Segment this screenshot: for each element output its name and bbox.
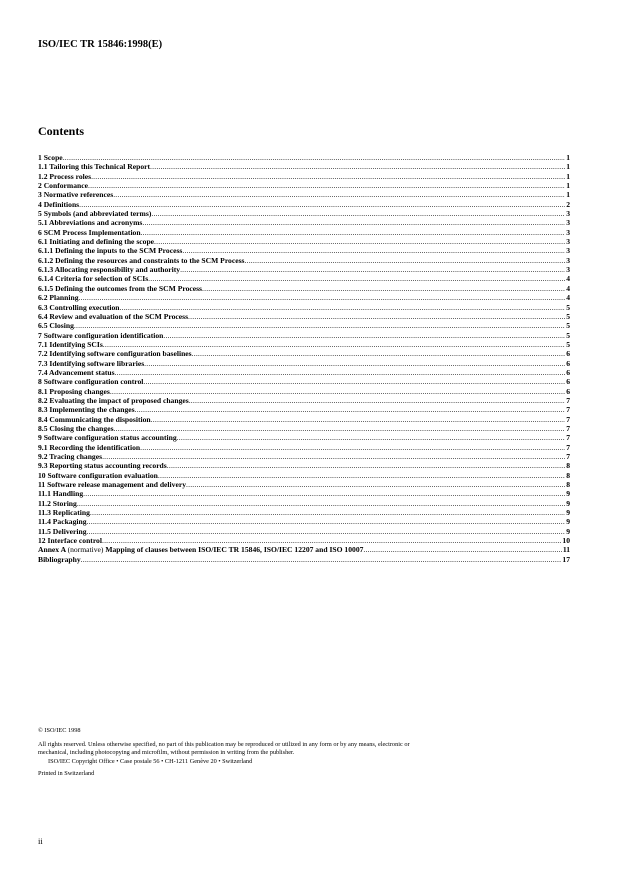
toc-entry[interactable] xyxy=(38,499,570,508)
toc-leader-dots xyxy=(77,499,565,508)
toc-entry[interactable] xyxy=(38,349,570,358)
toc-entry-label xyxy=(38,387,110,396)
toc-entry[interactable] xyxy=(38,517,570,526)
toc-entry-label xyxy=(38,545,363,554)
toc-entry[interactable] xyxy=(38,387,570,396)
toc-leader-dots xyxy=(363,545,561,554)
toc-entry[interactable] xyxy=(38,190,570,199)
rights-statement-line-2: mechanical, including photocopying and microfilm, without permission in writing from the publisher. xyxy=(38,749,295,757)
toc-entry[interactable] xyxy=(38,489,570,498)
toc-page-number: 1 xyxy=(566,162,570,172)
toc-leader-dots xyxy=(189,396,566,405)
rights-statement-line-1: All rights reserved. Unless otherwise specified, no part of this publication may be reproduced or utilized in any form or by any means, electronic or xyxy=(38,741,410,749)
toc-entry[interactable] xyxy=(38,246,570,255)
toc-entry-label xyxy=(38,461,167,470)
toc-entry-label xyxy=(38,368,115,377)
toc-page-number: 8 xyxy=(566,480,570,490)
toc-leader-dots xyxy=(79,293,566,302)
toc-entry-text: 6.5 Closing xyxy=(38,321,74,331)
toc-entry-label xyxy=(38,527,87,536)
toc-page-number: 7 xyxy=(566,442,570,452)
toc-leader-dots xyxy=(202,284,565,293)
toc-entry-text: 1.2 Process roles xyxy=(38,171,92,181)
toc-entry-text: 6.1.1 Defining the inputs to the SCM Process xyxy=(38,246,183,256)
toc-entry[interactable] xyxy=(38,433,570,442)
table-of-contents xyxy=(38,153,570,564)
toc-leader-dots xyxy=(154,237,565,246)
toc-leader-dots xyxy=(115,368,566,377)
toc-leader-dots xyxy=(148,274,565,283)
toc-entry[interactable] xyxy=(38,508,570,517)
toc-leader-dots xyxy=(144,359,565,368)
toc-entry[interactable] xyxy=(38,443,570,452)
toc-page-number: 7 xyxy=(566,414,570,424)
toc-entry[interactable] xyxy=(38,424,570,433)
printed-location: Printed in Switzerland xyxy=(38,769,95,777)
toc-entry-label xyxy=(38,293,79,302)
toc-entry[interactable] xyxy=(38,359,570,368)
toc-page-number: 1 xyxy=(566,190,570,200)
toc-leader-dots xyxy=(120,303,566,312)
toc-page-number: 7 xyxy=(566,395,570,405)
toc-entry[interactable] xyxy=(38,284,570,293)
toc-entry-label xyxy=(38,415,151,424)
toc-entry-label xyxy=(38,499,77,508)
toc-entry-text: 7.3 Identifying software libraries xyxy=(38,358,145,368)
toc-entry-label xyxy=(38,359,144,368)
toc-entry-text: 5.1 Abbreviations and acronyms xyxy=(38,218,143,228)
toc-leader-dots xyxy=(142,218,565,227)
toc-page-number: 3 xyxy=(566,209,570,219)
toc-entry-text: 6.1.5 Defining the outcomes from the SCM Process xyxy=(38,283,203,293)
toc-entry-label xyxy=(38,153,63,162)
page-number: ii xyxy=(38,836,43,846)
toc-page-number: 3 xyxy=(566,265,570,275)
toc-page-number: 5 xyxy=(566,302,570,312)
toc-entry-label xyxy=(38,228,141,237)
toc-page-number: 9 xyxy=(566,498,570,508)
toc-entry-label xyxy=(38,424,114,433)
toc-page-number: 5 xyxy=(566,311,570,321)
toc-entry-label xyxy=(38,209,151,218)
toc-page-number: 9 xyxy=(566,517,570,527)
toc-entry-label xyxy=(38,349,192,358)
toc-entry-label xyxy=(38,274,148,283)
toc-entry-text: 9.3 Reporting status accounting records xyxy=(38,461,167,471)
toc-leader-dots xyxy=(79,200,565,209)
toc-entry-label xyxy=(38,237,154,246)
toc-entry[interactable] xyxy=(38,303,570,312)
toc-entry-bibliography[interactable] xyxy=(38,555,570,564)
toc-entry-text: 11.3 Replicating xyxy=(38,508,90,518)
toc-entry-label xyxy=(38,265,180,274)
toc-leader-dots xyxy=(87,517,566,526)
toc-entry-annex[interactable] xyxy=(38,545,570,554)
toc-page-number: 6 xyxy=(566,358,570,368)
toc-entry[interactable] xyxy=(38,471,570,480)
toc-entry[interactable] xyxy=(38,368,570,377)
toc-entry-label xyxy=(38,218,142,227)
toc-entry[interactable] xyxy=(38,265,570,274)
toc-page-number: 3 xyxy=(566,218,570,228)
toc-leader-dots xyxy=(143,377,565,386)
toc-page-number: 11 xyxy=(562,545,570,555)
toc-entry[interactable] xyxy=(38,321,570,330)
toc-page-number: 6 xyxy=(566,386,570,396)
toc-entry[interactable] xyxy=(38,218,570,227)
toc-leader-dots xyxy=(140,443,565,452)
toc-entry[interactable] xyxy=(38,331,570,340)
toc-page-number: 8 xyxy=(566,461,570,471)
toc-entry-label xyxy=(38,284,202,293)
toc-page-number: 5 xyxy=(566,321,570,331)
toc-page-number: 3 xyxy=(566,227,570,237)
toc-entry-label xyxy=(38,162,150,171)
toc-leader-dots xyxy=(150,162,565,171)
toc-page-number: 7 xyxy=(566,433,570,443)
toc-leader-dots xyxy=(91,172,565,181)
toc-leader-dots xyxy=(151,209,565,218)
toc-leader-dots xyxy=(110,387,565,396)
toc-entry-label xyxy=(38,489,83,498)
toc-entry-label xyxy=(38,396,189,405)
toc-page-number: 4 xyxy=(566,283,570,293)
toc-entry-text: 9.2 Tracing changes xyxy=(38,452,103,461)
toc-leader-dots xyxy=(180,265,565,274)
toc-entry[interactable] xyxy=(38,153,570,162)
toc-page-number: 7 xyxy=(566,452,570,461)
toc-page-number: 7 xyxy=(566,405,570,415)
toc-entry-text: 6.1.4 Criteria for selection of SCIs xyxy=(38,274,149,284)
toc-entry-label xyxy=(38,471,158,480)
toc-entry-text: 7.1 Identifying SCIs xyxy=(38,339,103,349)
toc-entry-text: 7.4 Advancement status xyxy=(38,367,115,377)
toc-entry[interactable] xyxy=(38,274,570,283)
toc-page-number: 6 xyxy=(566,349,570,359)
toc-leader-dots xyxy=(186,480,565,489)
toc-page-number: 17 xyxy=(562,554,570,564)
toc-leader-dots xyxy=(135,405,566,414)
toc-page-number: 10 xyxy=(562,536,570,546)
toc-entry-label xyxy=(38,190,113,199)
toc-entry-text: 10 Software configuration evaluation xyxy=(38,470,158,480)
toc-entry-text: 6 SCM Process Implementation xyxy=(38,227,141,237)
toc-entry-text: 2 Conformance xyxy=(38,181,88,191)
toc-entry-text: 6.4 Review and evaluation of the SCM Process xyxy=(38,311,189,321)
toc-leader-dots xyxy=(88,181,565,190)
toc-leader-dots xyxy=(158,471,565,480)
toc-entry[interactable] xyxy=(38,377,570,386)
toc-entry-text: 1.1 Tailoring this Technical Report xyxy=(38,162,151,172)
toc-entry-text: 11.2 Storing xyxy=(38,498,77,508)
toc-entry-text: 7 Software configuration identification xyxy=(38,330,164,340)
toc-entry-label xyxy=(38,443,140,452)
toc-leader-dots xyxy=(188,312,565,321)
toc-page-number: 3 xyxy=(566,246,570,256)
toc-leader-dots xyxy=(177,433,566,442)
toc-leader-dots xyxy=(90,508,565,517)
toc-entry-text: 9.1 Recording the identification xyxy=(38,442,141,452)
toc-leader-dots xyxy=(87,527,566,536)
toc-entry[interactable] xyxy=(38,312,570,321)
toc-entry-text: 8.3 Implementing the changes xyxy=(38,405,135,415)
toc-entry[interactable] xyxy=(38,340,570,349)
toc-page-number: 6 xyxy=(566,377,570,387)
toc-entry-text: 11.1 Handling xyxy=(38,489,84,499)
toc-page-number: 1 xyxy=(566,153,570,162)
toc-leader-dots xyxy=(192,349,566,358)
toc-entry[interactable] xyxy=(38,237,570,246)
toc-entry-text: 11.5 Delivering xyxy=(38,526,87,536)
toc-leader-dots xyxy=(81,555,562,564)
toc-page-number: 9 xyxy=(566,489,570,499)
toc-entry-text: 12 Interface control xyxy=(38,536,102,546)
copyright-footer xyxy=(38,727,578,778)
toc-entry-text: 8.5 Closing the changes xyxy=(38,423,114,433)
toc-entry[interactable] xyxy=(38,293,570,302)
toc-leader-dots xyxy=(141,228,566,237)
toc-entry-label xyxy=(38,452,102,461)
toc-entry[interactable] xyxy=(38,536,570,545)
toc-entry-text: 6.1 Initiating and defining the scope xyxy=(38,237,155,247)
toc-entry-text: 11 Software release management and delivery xyxy=(38,480,186,490)
toc-entry[interactable] xyxy=(38,452,570,461)
toc-leader-dots xyxy=(103,340,565,349)
toc-entry-label xyxy=(38,321,74,330)
toc-entry[interactable] xyxy=(38,209,570,218)
toc-entry[interactable] xyxy=(38,256,570,265)
toc-entry-label xyxy=(38,405,135,414)
annex-prefix: Annex A xyxy=(38,545,66,555)
toc-leader-dots xyxy=(167,461,565,470)
toc-entry-label xyxy=(38,256,245,265)
toc-entry-text: 7.2 Identifying software configuration baselines xyxy=(38,349,192,359)
toc-entry[interactable] xyxy=(38,415,570,424)
toc-entry-text: Bibliography xyxy=(38,554,81,564)
toc-page-number: 2 xyxy=(566,199,570,209)
toc-page-number: 1 xyxy=(566,181,570,191)
toc-entry[interactable] xyxy=(38,396,570,405)
document-header: ISO/IEC TR 15846:1998(E) xyxy=(38,39,163,50)
toc-entry-text: 4 Definitions xyxy=(38,199,80,209)
toc-entry[interactable] xyxy=(38,228,570,237)
toc-page-number: 6 xyxy=(566,367,570,377)
toc-entry-text: 6.1.3 Allocating responsibility and authority xyxy=(38,265,181,275)
toc-page-number: 5 xyxy=(566,330,570,340)
toc-entry-label xyxy=(38,331,163,340)
toc-entry-text: 6.3 Controlling execution xyxy=(38,302,120,312)
toc-page-number: 3 xyxy=(566,237,570,247)
annex-qualifier: (normative) xyxy=(67,545,104,555)
toc-entry[interactable] xyxy=(38,200,570,209)
toc-entry-text: 11.4 Packaging xyxy=(38,517,87,527)
toc-leader-dots xyxy=(245,256,566,265)
toc-entry-label xyxy=(38,340,103,349)
toc-entry[interactable] xyxy=(38,461,570,470)
toc-entry-text: 8 Software configuration control xyxy=(38,377,144,387)
toc-entry-label xyxy=(38,303,120,312)
toc-entry-text: 5 Symbols (and abbreviated terms) xyxy=(38,209,152,219)
toc-entry-label xyxy=(38,172,91,181)
copyright-notice: © ISO/IEC 1998 xyxy=(38,727,81,734)
toc-leader-dots xyxy=(113,190,565,199)
toc-page-number: 5 xyxy=(566,339,570,349)
toc-page-number: 1 xyxy=(566,171,570,181)
toc-page-number: 9 xyxy=(566,508,570,518)
toc-page-number: 4 xyxy=(566,274,570,284)
toc-page-number: 8 xyxy=(566,470,570,480)
toc-leader-dots xyxy=(151,415,566,424)
toc-entry[interactable] xyxy=(38,162,570,171)
toc-leader-dots xyxy=(83,489,565,498)
contents-title: Contents xyxy=(38,124,85,138)
toc-entry-label xyxy=(38,377,143,386)
toc-page-number: 4 xyxy=(566,293,570,303)
toc-entry-text: 8.2 Evaluating the impact of proposed changes xyxy=(38,395,189,405)
toc-page-number: 7 xyxy=(566,423,570,433)
toc-entry-text: 8.1 Proposing changes xyxy=(38,386,110,396)
toc-entry-text: 6.1.2 Defining the resources and constraints to the SCM Process xyxy=(38,255,245,265)
toc-leader-dots xyxy=(63,153,566,162)
annex-title: Mapping of clauses between ISO/IEC TR 15846, ISO/IEC 12207 and ISO 10007 xyxy=(105,545,364,555)
toc-entry-text: 3 Normative references xyxy=(38,190,114,200)
toc-leader-dots xyxy=(102,536,561,545)
toc-entry-text: 1 Scope xyxy=(38,153,63,162)
toc-entry[interactable] xyxy=(38,172,570,181)
toc-entry[interactable] xyxy=(38,480,570,489)
toc-entry-label xyxy=(38,508,90,517)
toc-page-number: 3 xyxy=(566,255,570,265)
toc-entry-label xyxy=(38,246,182,255)
toc-entry-label xyxy=(38,480,186,489)
toc-entry-label xyxy=(38,312,188,321)
toc-entry-label xyxy=(38,555,81,564)
toc-entry-text: 9 Software configuration status accounting xyxy=(38,433,177,443)
toc-leader-dots xyxy=(74,321,565,330)
toc-entry[interactable] xyxy=(38,405,570,414)
toc-entry-label xyxy=(38,200,79,209)
toc-leader-dots xyxy=(102,452,565,461)
toc-entry[interactable] xyxy=(38,181,570,190)
toc-entry-text: 6.2 Planning xyxy=(38,293,79,303)
toc-leader-dots xyxy=(114,424,566,433)
toc-leader-dots xyxy=(163,331,565,340)
toc-leader-dots xyxy=(182,246,565,255)
toc-entry-text: 8.4 Communicating the disposition xyxy=(38,414,151,424)
toc-entry-label xyxy=(38,181,88,190)
toc-entry-label xyxy=(38,433,177,442)
toc-entry[interactable] xyxy=(38,527,570,536)
toc-entry-label xyxy=(38,517,87,526)
toc-page-number: 9 xyxy=(566,526,570,536)
toc-entry-label xyxy=(38,536,102,545)
copyright-office-address: ISO/IEC Copyright Office • Case postale 56 • CH-1211 Genève 20 • Switzerland xyxy=(48,757,253,765)
